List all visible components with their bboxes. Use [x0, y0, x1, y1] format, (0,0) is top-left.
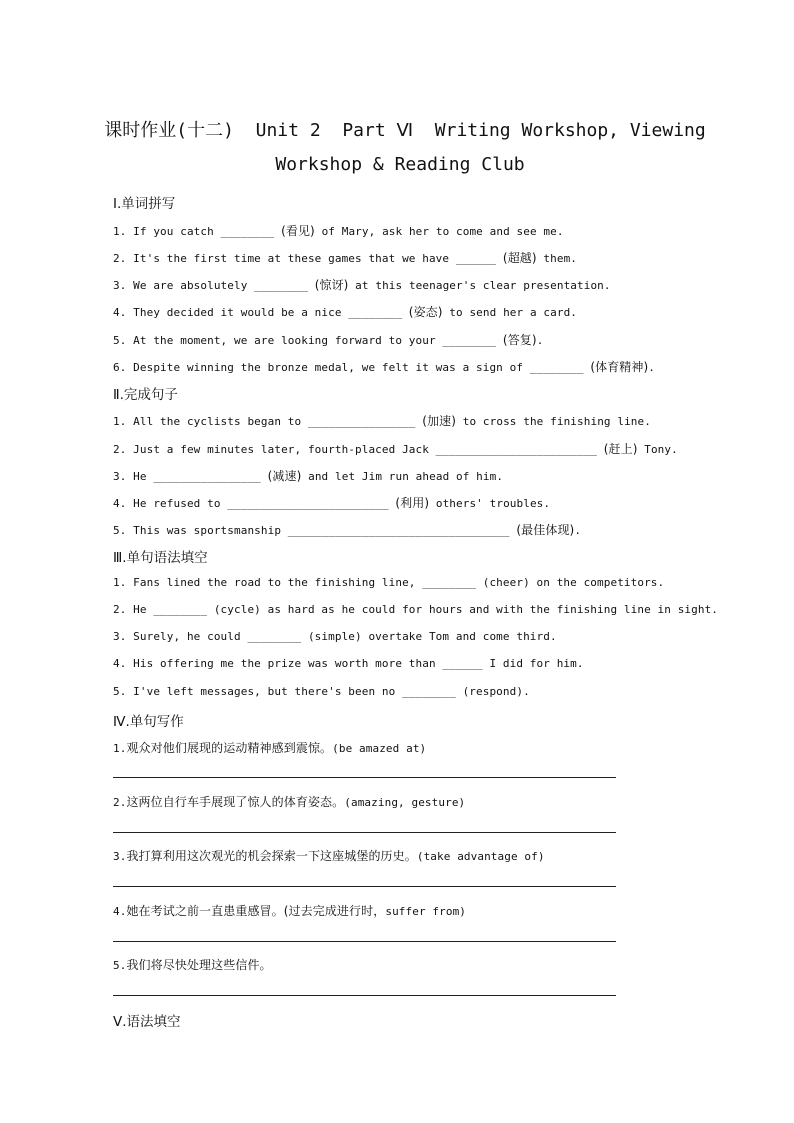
spelling-item: [113, 303, 577, 320]
item-text-end: and let Jim run ahead of him.: [301, 470, 504, 483]
item-hint: (减速): [267, 469, 302, 483]
sentence-writing-item: [113, 793, 465, 810]
complete-sentence-item: [113, 494, 550, 511]
sentence-writing-item: [113, 739, 426, 756]
item-text: 3. We are absolutely ________: [113, 279, 315, 292]
item-hint: (赶上): [603, 442, 638, 456]
item-text: 5. At the moment, we are looking forward to your ________: [113, 334, 503, 347]
item-text-end: .: [648, 361, 656, 374]
item-text: 1. All the cyclists began to ________________: [113, 415, 423, 428]
item-text-end: them.: [536, 252, 578, 265]
item-hint: (超越): [502, 251, 537, 265]
section-heading-sentence-writing: Ⅳ.单句写作: [113, 714, 184, 730]
page-title: 课时作业(十二) Unit 2 Part Ⅵ Writing Workshop, Viewing: [104, 120, 706, 141]
item-hint: (最佳体现): [516, 523, 575, 537]
grammar-fill-item: 4. His offering me the prize was worth more than ______ I did for him.: [113, 657, 584, 670]
item-text-end: to send her a card.: [442, 306, 578, 319]
item-text: 4. He refused to ________________________: [113, 497, 396, 510]
item-text-end: at this teenager's clear presentation.: [348, 279, 611, 292]
item-text: 6. Despite winning the bronze medal, we felt it was a sign of ________: [113, 361, 591, 374]
item-keywords: (be amazed at): [332, 742, 427, 755]
answer-line[interactable]: [113, 777, 616, 778]
complete-sentence-item: [113, 467, 503, 484]
item-text: 1. If you catch ________: [113, 225, 282, 238]
section-heading-grammar-fill: Ⅲ.单句语法填空: [113, 550, 208, 566]
item-keywords: (take advantage of): [416, 850, 545, 863]
section-heading-grammar-cloze: Ⅴ.语法填空: [113, 1014, 181, 1030]
item-keywords: (amazing, gesture): [344, 796, 466, 809]
item-text: 4. They decided it would be a nice ________: [113, 306, 409, 319]
item-chinese: 我们将尽快处理这些信件。: [126, 958, 272, 972]
item-number: 4.: [113, 905, 127, 918]
spelling-item: [113, 222, 564, 239]
item-hint: (体育精神): [590, 360, 649, 374]
sentence-writing-item: [113, 956, 272, 973]
item-hint: (惊讶): [314, 278, 349, 292]
grammar-fill-item: 1. Fans lined the road to the finishing line, ________ (cheer) on the competitors.: [113, 576, 665, 589]
item-keywords: suffer from): [385, 905, 467, 918]
item-chinese: 这两位自行车手展现了惊人的体育姿态。: [126, 795, 345, 809]
page-subtitle: Workshop & Reading Club: [275, 154, 525, 175]
item-text-end: .: [536, 334, 544, 347]
item-hint: (加速): [422, 414, 457, 428]
answer-line[interactable]: [113, 886, 616, 887]
answer-line[interactable]: [113, 995, 616, 996]
complete-sentence-item: [113, 412, 651, 429]
grammar-fill-item: 2. He ________ (cycle) as hard as he could for hours and with the finishing line in sight.: [113, 603, 719, 616]
item-text-end: Tony.: [637, 443, 678, 456]
spelling-item: [113, 276, 611, 293]
answer-line[interactable]: [113, 832, 616, 833]
item-hint: (姿态): [408, 305, 443, 319]
item-text-end: of Mary, ask her to come and see me.: [314, 225, 564, 238]
item-chinese: 观众对他们展现的运动精神感到震惊。: [126, 741, 333, 755]
item-number: 5.: [113, 959, 127, 972]
item-text-end: others' troubles.: [429, 497, 551, 510]
sentence-writing-item: [113, 847, 545, 864]
grammar-fill-item: 3. Surely, he could ________ (simple) overtake Tom and come third.: [113, 630, 557, 643]
item-text-end: to cross the finishing line.: [456, 415, 651, 428]
item-chinese: 我打算利用这次观光的机会探索一下这座城堡的历史。: [126, 849, 417, 863]
item-text: 2. Just a few minutes later, fourth-placed Jack ________________________: [113, 443, 604, 456]
spelling-item: [113, 249, 577, 266]
spelling-item: [113, 358, 655, 375]
complete-sentence-item: [113, 440, 678, 457]
item-number: 2.: [113, 796, 127, 809]
section-heading-complete-sentences: Ⅱ.完成句子: [113, 387, 178, 403]
sentence-writing-item: [113, 902, 466, 919]
spelling-item: [113, 331, 543, 348]
answer-line[interactable]: [113, 941, 616, 942]
section-heading-spelling: Ⅰ.单词拼写: [113, 196, 176, 212]
item-hint: (利用): [395, 496, 430, 510]
item-hint: (答复): [502, 333, 537, 347]
item-text: 5. This was sportsmanship _________________________________: [113, 524, 517, 537]
item-hint: (看见): [281, 224, 315, 238]
item-number: 3.: [113, 850, 127, 863]
complete-sentence-item: [113, 521, 581, 538]
item-number: 1.: [113, 742, 127, 755]
item-text-end: .: [574, 524, 582, 537]
item-text: 2. It's the first time at these games that we have ______: [113, 252, 503, 265]
item-chinese: 她在考试之前一直患重感冒。(过去完成进行时，: [126, 904, 386, 918]
grammar-fill-item: 5. I've left messages, but there's been no ________ (respond).: [113, 685, 530, 698]
item-text: 3. He ________________: [113, 470, 268, 483]
